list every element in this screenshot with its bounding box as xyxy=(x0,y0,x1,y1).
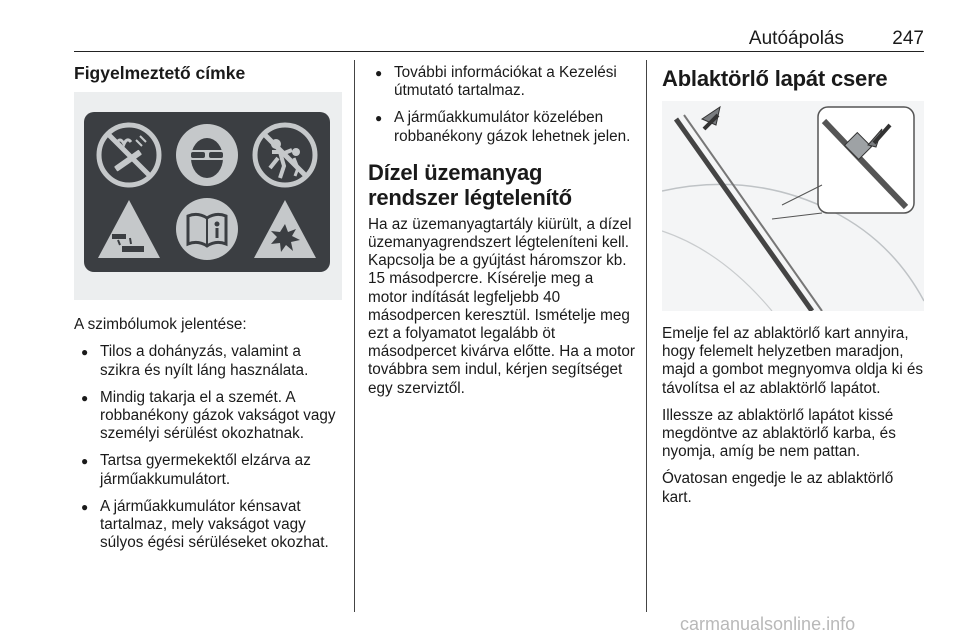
body-text: Ha az üzemanyagtartály kiürült, a dízel üzemanyagrendszert légteleníteni kell. Kapcsolja be a gyújtást háromszor kb. 15 másodpercre. Kísérelje meg a motor indítását legfeljebb 40 másodpercen keresztül. Ismételje meg ezt a folyamatot legalább öt másodpercet kivárva előtte. Ha a motor továbbra sem indul, kérjen segítséget egy szerviztől. xyxy=(368,215,635,397)
list-item: ● A járműakkumulátor kénsavat tartalmaz, mely vakságot vagy súlyos égési sérüléseket okozhat. xyxy=(74,498,342,553)
warning-label-image xyxy=(74,92,342,300)
explosion-warning-icon xyxy=(250,196,320,262)
section-heading: Dízel üzemanyag rendszer légtelenítő xyxy=(368,159,572,210)
list-item: ● A járműakkumulátor közelében robbanékony gázok lehetnek jelen. xyxy=(368,109,636,145)
acid-warning-icon xyxy=(94,196,164,262)
section-heading: Ablaktörlő lapát csere xyxy=(662,66,888,91)
column-2 xyxy=(368,64,636,407)
body-text: Óvatosan engedje le az ablaktörlő kart. xyxy=(662,470,894,506)
list-item: ● Tartsa gyermekektől elzárva az járműakkumulátort. xyxy=(74,452,342,488)
intro-text: A szimbólumok jelentése: xyxy=(74,316,247,334)
list-item: ● További információkat a Kezelési útmutató tartalmaz. xyxy=(368,64,636,100)
column-1 xyxy=(74,64,342,561)
read-manual-icon xyxy=(174,196,240,262)
list-item: ● Mindig takarja el a szemét. A robbanékony gázok vakságot vagy személyi sérülést okozhatnak. xyxy=(74,389,342,444)
body-text: Emelje fel az ablaktörlő kart annyira, hogy felemelt helyzetben maradjon, majd a gombot megnyomva oldja ki és távolítsa el az ablaktörlő lapátot. xyxy=(662,325,924,397)
keep-children-away-icon xyxy=(252,122,318,188)
body-text: Illessze az ablaktörlő lapátot kissé megdöntve az ablaktörlő karba, és nyomja, amíg be nem pattan. xyxy=(662,406,896,461)
list-item: ● Tilos a dohányzás, valamint a szikra és nyílt láng használata. xyxy=(74,343,342,379)
wiper-illustration-drawing xyxy=(662,101,924,311)
column-divider xyxy=(354,60,355,612)
warning-label-panel xyxy=(84,112,330,272)
eye-protection-icon xyxy=(174,122,240,188)
symbol-meanings-list xyxy=(74,343,342,552)
section-title: Autóápolás xyxy=(748,28,844,49)
watermark: carmanualsonline.info xyxy=(680,614,856,634)
page-number: 247 xyxy=(892,28,924,49)
header-rule xyxy=(74,51,924,52)
wiper-blade-illustration xyxy=(662,101,924,311)
column-3 xyxy=(662,64,924,516)
column-divider xyxy=(646,60,647,612)
section-heading: Figyelmeztető címke xyxy=(74,63,246,83)
no-smoking-icon xyxy=(96,122,162,188)
info-list xyxy=(368,64,636,146)
